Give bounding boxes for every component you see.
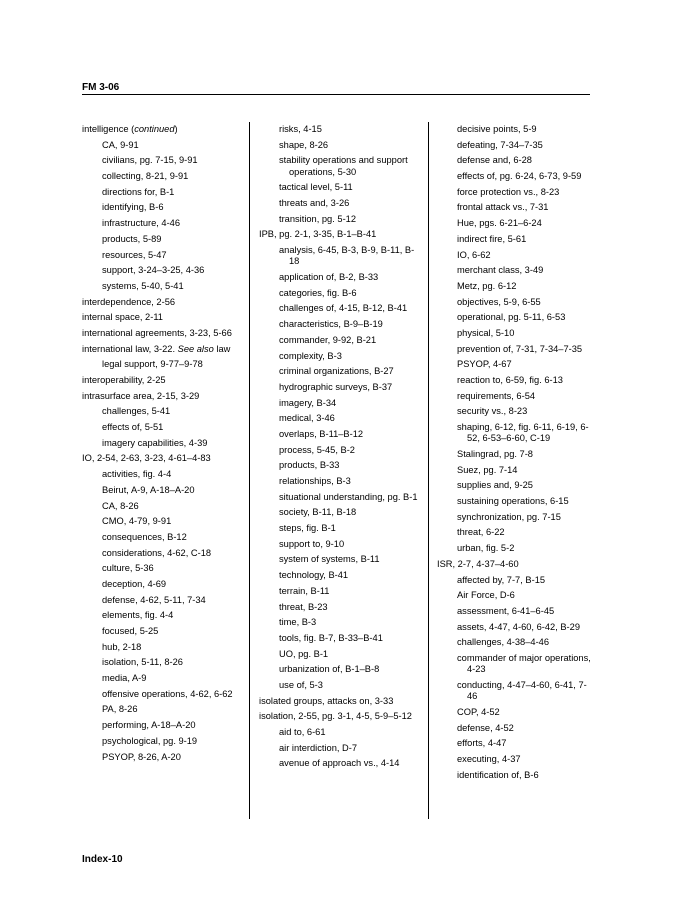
index-subentry: imagery capabilities, 4-39 [102,437,208,448]
index-subentry: hydrographic surveys, B-37 [279,381,393,392]
index-subentry: aid to, 6-61 [279,727,326,738]
index-subentry: defense and, 6-28 [457,155,532,166]
index-subentry: executing, 4-37 [457,754,521,765]
index-entry [82,124,244,135]
index-subentry: threat, 6-22 [457,527,505,538]
index-subentry: resources, 5-47 [102,249,167,260]
index-subentry: PA, 8-26 [102,704,138,715]
entry-text: ) [174,124,178,134]
index-subentry: sustaining operations, 6-15 [457,496,569,507]
index-entry: internal space, 2-11 [82,312,163,323]
index-subentry: shaping, 6-12, fig. 6-11, 6-19, 6-52, 6-53–6-60, C-19 [457,422,589,444]
index-subentry: avenue of approach vs., 4-14 [279,758,400,769]
column-divider [428,122,429,819]
index-subentry: affected by, 7-7, B-15 [457,574,546,585]
index-subentry: conducting, 4-47–4-60, 6-41, 7-46 [457,679,587,702]
index-entry: interoperability, 2-25 [82,375,166,385]
index-subentry: collecting, 8-21, 9-91 [102,171,189,182]
index-subentry: system of systems, B-11 [279,554,380,565]
entry-italic-text: continued [134,124,175,134]
index-subentry: defense, 4-62, 5-11, 7-34 [102,594,206,605]
index-column-3 [437,124,595,785]
index-subentry: reaction to, 6-59, fig. 6-13 [457,375,563,385]
index-subentry: situational understanding, pg. B-1 [279,491,418,502]
index-subentry: media, A-9 [102,673,147,684]
index-subentry: application of, B-2, B-33 [279,272,379,283]
index-subentry: decisive points, 5-9 [457,124,537,134]
index-subentry: products, 5-89 [102,233,162,244]
index-subentry: PSYOP, 4-67 [457,359,512,370]
index-entry: isolation, 2-55, pg. 3-1, 4-5, 5-9–5-12 [259,711,412,722]
index-subentry: characteristics, B-9–B-19 [279,319,383,330]
index-subentry: elements, fig. 4-4 [102,610,174,621]
index-subentry: performing, A-18–A-20 [102,720,196,731]
page-number: Index-10 [82,854,123,865]
index-subentry: products, B-33 [279,460,340,471]
index-subentry: criminal organizations, B-27 [279,366,394,377]
index-subentry: effects of, pg. 6-24, 6-73, 9-59 [457,171,582,182]
index-subentry: defeating, 7-34–7-35 [457,139,543,150]
index-subentry: CA, 8-26 [102,500,139,511]
index-subentry: process, 5-45, B-2 [279,444,355,455]
column-divider [249,122,250,819]
index-subentry: PSYOP, 8-26, A-20 [102,751,181,762]
index-subentry: IO, 6-62 [457,249,491,260]
index-subentry: frontal attack vs., 7-31 [457,202,549,213]
index-subentry: force protection vs., 8-23 [457,186,560,197]
index-subentry: civilians, pg. 7-15, 9-91 [102,155,198,166]
index-subentry: support to, 9-10 [279,538,345,549]
index-subentry: effects of, 5-51 [102,422,164,433]
index-subentry: Suez, pg. 7-14 [457,464,518,475]
index-entry: isolated groups, attacks on, 3-33 [259,695,394,706]
index-subentry: threat, B-23 [279,601,328,612]
entry-text: international law, 3-22. [82,343,178,354]
index-subentry: activities, fig. 4-4 [102,469,172,480]
index-subentry: directions for, B-1 [102,186,175,197]
index-subentry: technology, B-41 [279,570,349,581]
index-column-2 [259,124,424,774]
index-subentry: psychological, pg. 9-19 [102,735,198,746]
index-subentry: systems, 5-40, 5-41 [102,280,184,291]
index-subentry: air interdiction, D-7 [279,742,358,753]
index-subentry: challenges, 4-38–4-46 [457,637,550,648]
index-subentry: categories, fig. B-6 [279,287,357,298]
index-subentry: CMO, 4-79, 9-91 [102,516,172,527]
index-subentry: challenges, 5-41 [102,406,171,417]
index-subentry: requirements, 6-54 [457,390,536,401]
index-subentry: defense, 4-52 [457,722,514,733]
index-subentry: analysis, 6-45, B-3, B-9, B-11, B-18 [279,245,415,267]
index-subentry: focused, 5-25 [102,626,159,636]
index-entry: international agreements, 3-23, 5-66 [82,327,232,338]
index-subentry: time, B-3 [279,617,317,628]
index-subentry: hub, 2-18 [102,641,142,652]
entry-text: intelligence ( [82,124,135,134]
index-subentry: assessment, 6-41–6-45 [457,605,555,616]
entry-text: law [213,343,231,354]
index-subentry: challenges of, 4-15, B-12, B-41 [279,303,408,314]
index-subentry: use of, 5-3 [279,679,323,690]
index-subentry: commander, 9-92, B-21 [279,334,377,345]
index-subentry: physical, 5-10 [457,327,515,338]
index-subentry: commander of major operations, 4-23 [457,652,591,675]
index-subentry: deception, 4-69 [102,578,167,589]
index-subentry: considerations, 4-62, C-18 [102,547,212,558]
index-subentry: Air Force, D-6 [457,590,515,601]
index-subentry: CA, 9-91 [102,139,139,150]
index-subentry: urbanization of, B-1–B-8 [279,664,380,675]
index-subentry: Hue, pgs. 6-21–6-24 [457,218,542,229]
index-subentry: operational, pg. 5-11, 6-53 [457,312,566,323]
index-subentry: society, B-11, B-18 [279,507,357,518]
index-entry: interdependence, 2-56 [82,296,176,307]
index-subentry: infrastructure, 4-46 [102,218,181,229]
index-subentry: Stalingrad, pg. 7-8 [457,449,533,460]
index-subentry: offensive operations, 4-62, 6-62 [102,688,233,699]
index-subentry: prevention of, 7-31, 7-34–7-35 [457,343,583,354]
index-subentry: identification of, B-6 [457,769,539,780]
index-subentry: consequences, B-12 [102,531,187,542]
index-subentry: tactical level, 5-11 [279,182,353,193]
index-subentry: threats and, 3-26 [279,198,350,209]
index-column-1 [82,124,244,767]
index-subentry: COP, 4-52 [457,706,500,717]
index-subentry: support, 3-24–3-25, 4-36 [102,265,205,276]
index-subentry: efforts, 4-47 [457,738,507,749]
index-subentry: medical, 3-46 [279,413,335,424]
index-subentry: Beirut, A-9, A-18–A-20 [102,484,195,495]
entry-italic-text: See also [177,343,214,354]
index-subentry: legal support, 9-77–9-78 [102,359,203,370]
index-subentry: objectives, 5-9, 6-55 [457,296,541,307]
index-subentry: assets, 4-47, 4-60, 6-42, B-29 [457,621,580,632]
index-entry: intrasurface area, 2-15, 3-29 [82,390,200,401]
index-subentry: merchant class, 3-49 [457,265,544,276]
index-subentry: risks, 4-15 [279,124,322,134]
index-subentry: security vs., 8-23 [457,406,528,417]
index-entry [82,344,244,355]
index-subentry: isolation, 5-11, 8-26 [102,657,183,668]
index-subentry: transition, pg. 5-12 [279,213,357,224]
index-subentry: culture, 5-36 [102,563,154,574]
index-entry: IPB, pg. 2-1, 3-35, B-1–B-41 [259,229,377,240]
page-header [82,82,590,95]
index-entry: ISR, 2-7, 4-37–4-60 [437,558,519,569]
index-subentry: Metz, pg. 6-12 [457,280,517,291]
index-subentry: terrain, B-11 [279,585,330,596]
index-subentry: synchronization, pg. 7-15 [457,511,561,522]
index-subentry: stability operations and support operations, 5-30 [279,155,408,177]
index-subentry: shape, 8-26 [279,139,329,150]
index-subentry: steps, fig. B-1 [279,523,336,534]
index-subentry: urban, fig. 5-2 [457,543,515,554]
index-subentry: identifying, B-6 [102,202,164,213]
index-subentry: tools, fig. B-7, B-33–B-41 [279,632,383,643]
index-entry: IO, 2-54, 2-63, 3-23, 4-61–4-83 [82,453,211,464]
index-subentry: overlaps, B-11–B-12 [279,428,364,439]
index-subentry: relationships, B-3 [279,476,351,487]
index-subentry: UO, pg. B-1 [279,648,329,659]
manual-title: FM 3-06 [82,82,123,93]
index-subentry: supplies and, 9-25 [457,480,533,491]
index-subentry: imagery, B-34 [279,397,337,408]
index-subentry: complexity, B-3 [279,350,342,361]
index-subentry: indirect fire, 5-61 [457,233,527,244]
